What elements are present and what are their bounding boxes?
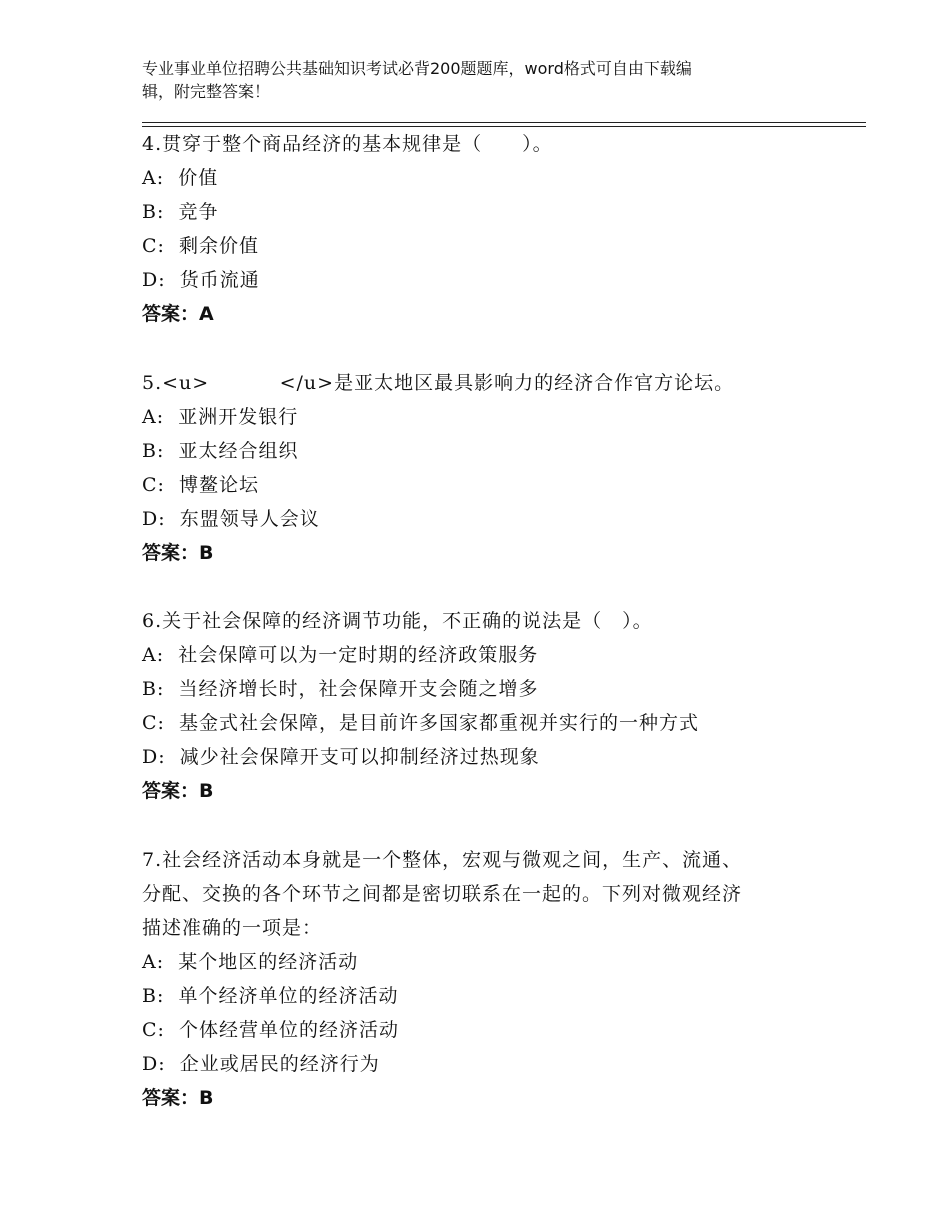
question-block-7 xyxy=(142,843,842,1115)
option-d: D: 货币流通 xyxy=(142,269,260,291)
question-stem-line-2: 分配、交换的各个环节之间都是密切联系在一起的。下列对微观经济 xyxy=(142,883,743,905)
option-d: D: 东盟领导人会议 xyxy=(142,508,320,530)
option-b: B: 单个经济单位的经济活动 xyxy=(142,985,399,1007)
question-block-6 xyxy=(142,604,842,808)
option-c: C: 个体经营单位的经济活动 xyxy=(142,1019,400,1041)
option-d: D: 减少社会保障开支可以抑制经济过热现象 xyxy=(142,746,540,768)
option-a: A: 价值 xyxy=(142,167,219,189)
question-block-5 xyxy=(142,366,842,570)
question-stem-line-1: 7.社会经济活动本身就是一个整体，宏观与微观之间，生产、流通、 xyxy=(142,849,743,871)
option-b: B: 亚太经合组织 xyxy=(142,440,299,462)
option-a: A: 亚洲开发银行 xyxy=(142,406,299,428)
option-c: C: 基金式社会保障，是目前许多国家都重视并实行的一种方式 xyxy=(142,712,700,734)
header-divider-top xyxy=(142,122,866,123)
option-a: A: 社会保障可以为一定时期的经济政策服务 xyxy=(142,644,539,666)
question-stem-line-3: 描述准确的一项是： xyxy=(142,917,323,939)
answer-label: 答案：B xyxy=(142,780,214,802)
question-stem: 5.<u> </u>是亚太地区最具影响力的经济合作官方论坛。 xyxy=(142,372,735,394)
option-c: C: 博鳌论坛 xyxy=(142,474,260,496)
question-block-4 xyxy=(142,127,842,331)
option-c: C: 剩余价值 xyxy=(142,235,260,257)
answer-label: 答案：B xyxy=(142,1087,214,1109)
option-a: A: 某个地区的经济活动 xyxy=(142,951,359,973)
option-b: B: 当经济增长时，社会保障开支会随之增多 xyxy=(142,678,539,700)
header-line-1: 专业事业单位招聘公共基础知识考试必背200题题库，word格式可自由下载编 xyxy=(142,59,692,78)
question-stem: 4.贯穿于整个商品经济的基本规律是（ ）。 xyxy=(142,133,553,155)
option-d: D: 企业或居民的经济行为 xyxy=(142,1053,380,1075)
answer-label: 答案：A xyxy=(142,303,214,325)
option-b: B: 竞争 xyxy=(142,201,219,223)
answer-label: 答案：B xyxy=(142,542,214,564)
header-line-2: 辑，附完整答案！ xyxy=(142,82,271,101)
question-stem: 6.关于社会保障的经济调节功能，不正确的说法是（ ）。 xyxy=(142,610,653,632)
document-header xyxy=(142,57,792,103)
